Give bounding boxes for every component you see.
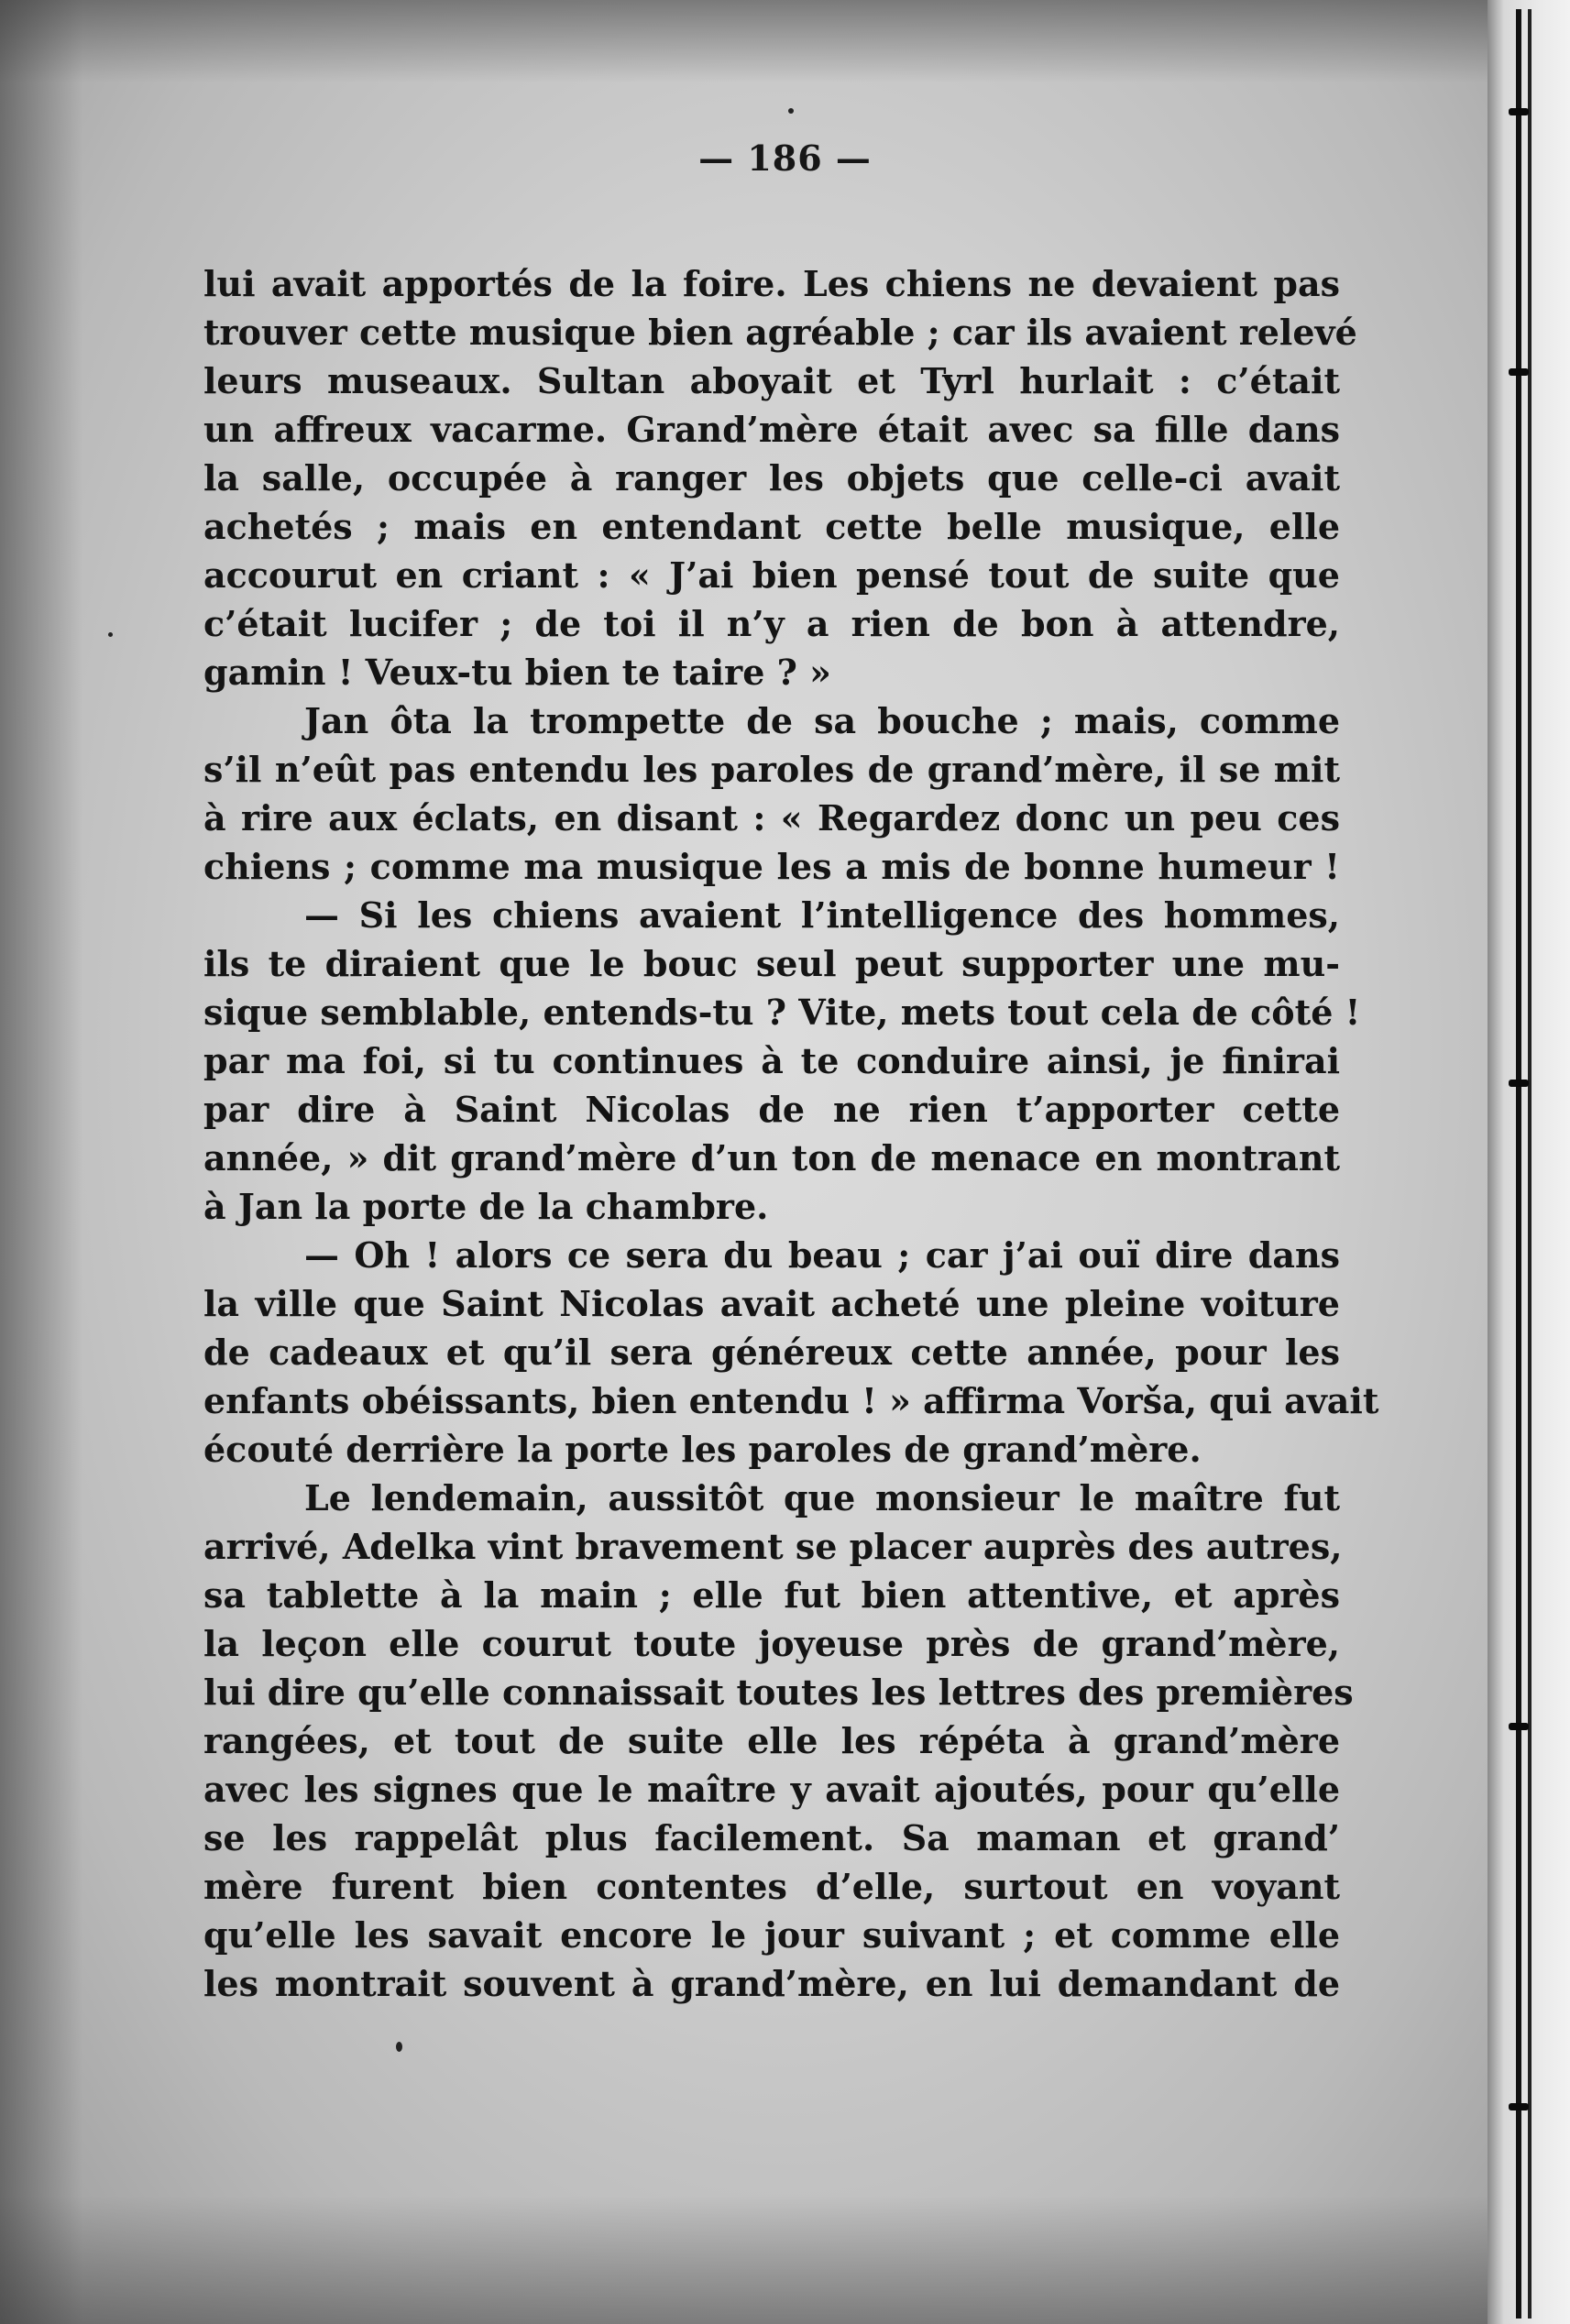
text-line: — Si les chiens avaient l’intelligence des hommes, <box>304 894 1340 936</box>
text-line: trouver cette musique bien agréable ; car ils avaient relevé <box>203 312 1357 353</box>
ink-speck-icon <box>108 632 113 637</box>
text-line: se les rappelât plus facilement. Sa maman et grand’ <box>203 1817 1340 1858</box>
top-edge-shadow <box>0 0 1570 82</box>
text-line: arrivé, Adelka vint bravement se placer auprès des autres, <box>203 1526 1343 1567</box>
text-line: ils te diraient que le bouc seul peut supporter une mu- <box>203 943 1340 984</box>
text-line: par dire à Saint Nicolas de ne rien t’apporter cette <box>203 1089 1340 1130</box>
text-line: lui avait apportés de la foire. Les chiens ne devaient pas <box>203 263 1340 304</box>
text-line: avec les signes que le maître y avait ajoutés, pour qu’elle <box>203 1769 1340 1810</box>
text-line: la salle, occupée à ranger les objets que celle-ci avait <box>203 457 1340 499</box>
ink-speck-icon <box>788 108 794 114</box>
text-line: c’était lucifer ; de toi il n’y a rien de bon à attendre, <box>203 603 1340 644</box>
text-line: Jan ôta la trompette de sa bouche ; mais, comme <box>304 700 1340 741</box>
binding-tick-icon <box>1509 108 1529 115</box>
text-line: à rire aux éclats, en disant : « Regardez donc un peu ces <box>203 797 1340 839</box>
text-line: les montrait souvent à grand’mère, en lui demandant de <box>203 1963 1340 2004</box>
text-line: sique semblable, entends-tu ? Vite, mets tout cela de côté ! <box>203 992 1361 1033</box>
binding-rule-icon <box>1516 9 1521 2319</box>
text-line: chiens ; comme ma musique les a mis de bonne humeur ! <box>203 846 1340 887</box>
text-line: s’il n’eût pas entendu les paroles de grand’mère, il se mit <box>203 749 1340 790</box>
body-text <box>203 259 1379 2008</box>
ink-speck-icon <box>396 2042 402 2052</box>
text-line: — Oh ! alors ce sera du beau ; car j’ai ouï dire dans <box>304 1234 1340 1276</box>
text-line: la ville que Saint Nicolas avait acheté une pleine voiture <box>203 1283 1340 1324</box>
text-line: Le lendemain, aussitôt que monsieur le maître fut <box>304 1477 1340 1518</box>
text-line: écouté derrière la porte les paroles de grand’mère. <box>203 1429 1202 1470</box>
text-line: qu’elle les savait encore le jour suivant ; et comme elle <box>203 1914 1340 1956</box>
binding-tick-icon <box>1509 1080 1529 1087</box>
page-number: — 186 — <box>698 137 872 179</box>
text-line: gamin ! Veux-tu bien te taire ? » <box>203 652 831 693</box>
text-line: achetés ; mais en entendant cette belle musique, elle <box>203 506 1340 547</box>
text-line: lui dire qu’elle connaissait toutes les lettres des premières <box>203 1672 1354 1713</box>
binding-rule-secondary-icon <box>1528 9 1532 2319</box>
text-line: un affreux vacarme. Grand’mère était avec sa fille dans <box>203 409 1340 450</box>
text-line: de cadeaux et qu’il sera généreux cette année, pour les <box>203 1332 1340 1373</box>
text-line: mère furent bien contentes d’elle, surtout en voyant <box>203 1866 1340 1907</box>
binding-tick-icon <box>1509 1723 1529 1730</box>
text-line: à Jan la porte de la chambre. <box>203 1186 769 1227</box>
text-line: enfants obéissants, bien entendu ! » affirma Vorša, qui avait <box>203 1380 1379 1421</box>
text-line: sa tablette à la main ; elle fut bien attentive, et après <box>203 1574 1340 1616</box>
text-line: accourut en criant : « J’ai bien pensé tout de suite que <box>203 554 1340 596</box>
binding-tick-icon <box>1509 368 1529 376</box>
text-line: année, » dit grand’mère d’un ton de menace en montrant <box>203 1137 1340 1178</box>
text-line: rangées, et tout de suite elle les répéta à grand’mère <box>203 1720 1340 1761</box>
bottom-edge-shadow <box>0 2196 1570 2324</box>
text-line: par ma foi, si tu continues à te conduire ainsi, je finirai <box>203 1040 1340 1081</box>
left-edge-shadow <box>0 0 82 2324</box>
text-line: la leçon elle courut toute joyeuse près de grand’mère, <box>203 1623 1340 1664</box>
text-line: leurs museaux. Sultan aboyait et Tyrl hurlait : c’était <box>203 360 1340 401</box>
binding-tick-icon <box>1509 2103 1529 2110</box>
